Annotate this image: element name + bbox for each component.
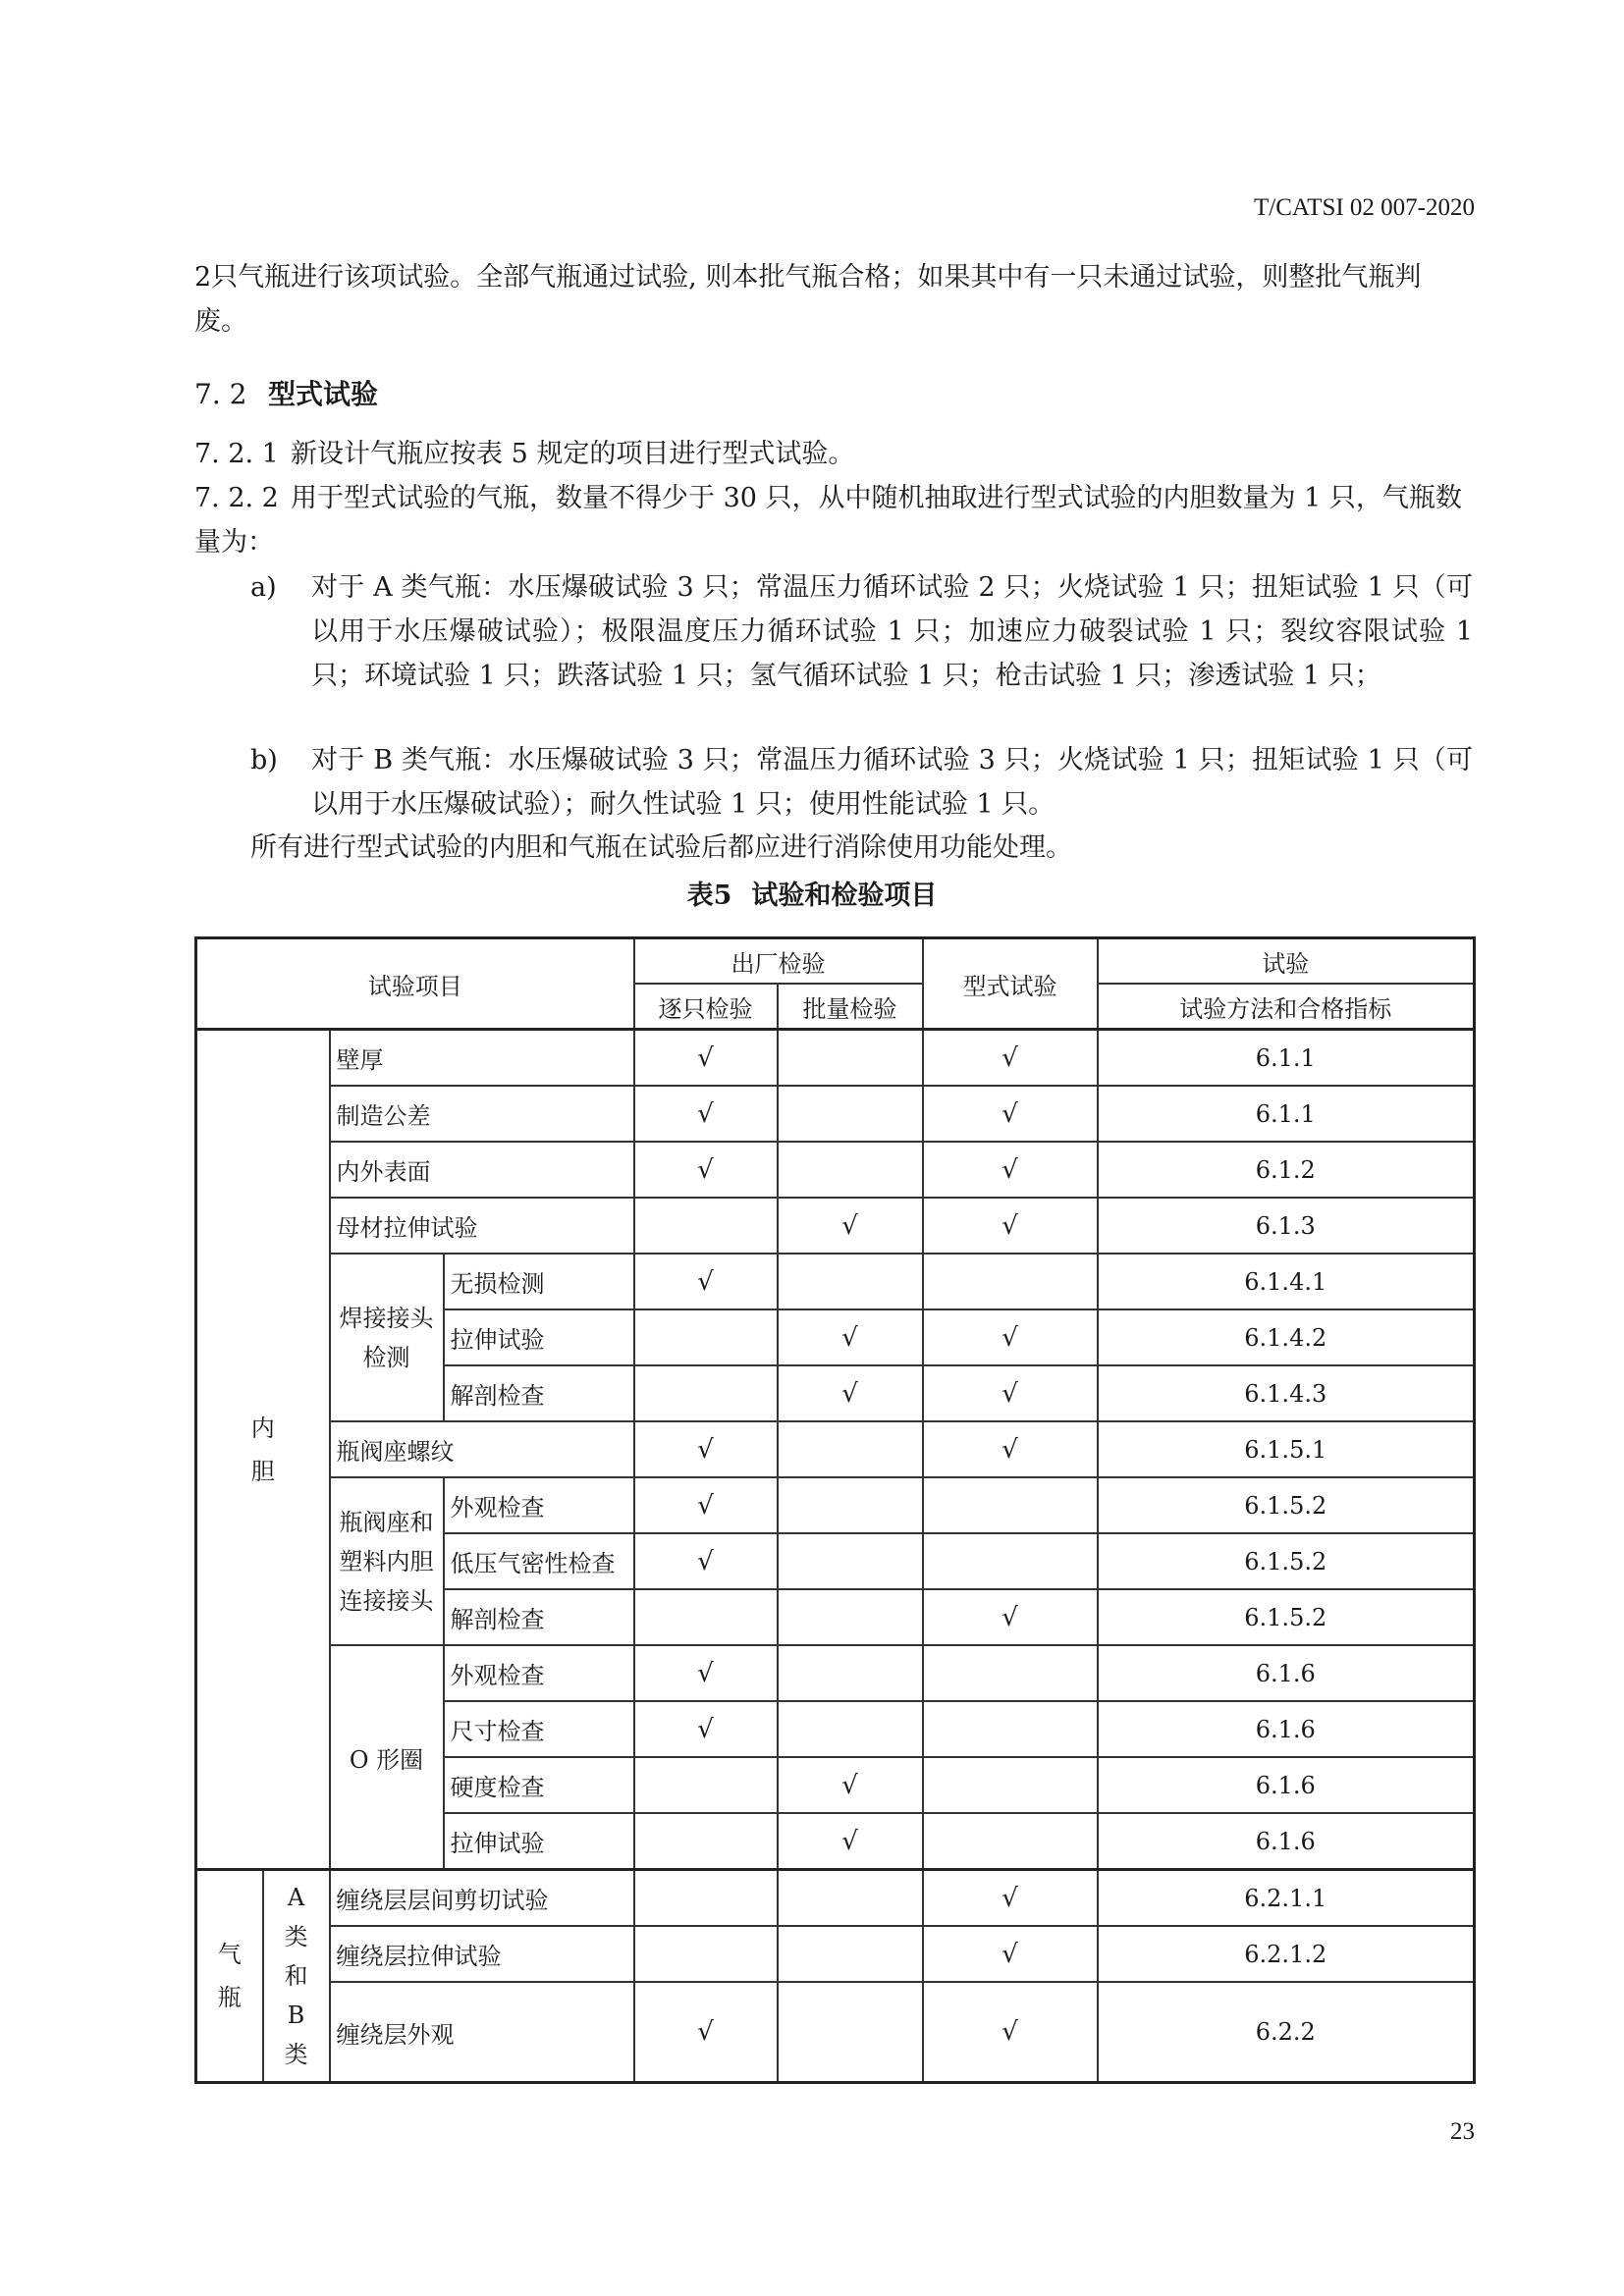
item-name: 解剖检查 xyxy=(444,1365,634,1421)
header-test: 试验 xyxy=(1098,938,1475,985)
table-row xyxy=(196,1870,1475,1927)
table-row xyxy=(196,1926,1475,1982)
method-ref: 6.1.6 xyxy=(1098,1701,1475,1757)
group-cylinder: 气 瓶 xyxy=(196,1870,263,2083)
group-o-ring: O 形圈 xyxy=(330,1645,444,1870)
method-ref: 6.2.2 xyxy=(1098,1982,1475,2083)
list-item-a xyxy=(250,565,1473,698)
type-check: √ xyxy=(923,1982,1098,2083)
batch-check xyxy=(778,1030,923,1087)
each-check: √ xyxy=(634,1533,778,1589)
method-ref: 6.1.6 xyxy=(1098,1645,1475,1701)
table-row xyxy=(196,1142,1475,1198)
type-check: √ xyxy=(923,1421,1098,1477)
each-check xyxy=(634,1198,778,1254)
type-check: √ xyxy=(923,1142,1098,1198)
batch-check xyxy=(778,1477,923,1533)
inspection-items-table xyxy=(194,936,1476,2084)
method-ref: 6.1.6 xyxy=(1098,1757,1475,1813)
method-ref: 6.1.4.1 xyxy=(1098,1254,1475,1309)
type-check xyxy=(923,1645,1098,1701)
section-heading xyxy=(194,373,378,412)
item-name: 缠绕层拉伸试验 xyxy=(330,1926,634,1982)
item-name: 尺寸检查 xyxy=(444,1701,634,1757)
item-name: 低压气密性检查 xyxy=(444,1533,634,1589)
each-check: √ xyxy=(634,1086,778,1142)
each-check: √ xyxy=(634,1645,778,1701)
table-row xyxy=(196,1030,1475,1087)
table-title: 试验和检验项目 xyxy=(751,881,938,911)
method-ref: 6.1.4.2 xyxy=(1098,1309,1475,1365)
type-check: √ xyxy=(923,1926,1098,1982)
method-ref: 6.2.1.1 xyxy=(1098,1870,1475,1927)
method-ref: 6.1.6 xyxy=(1098,1813,1475,1870)
document-code: T/CATSI 02 007-2020 xyxy=(1254,194,1475,221)
method-ref: 6.1.1 xyxy=(1098,1030,1475,1087)
batch-check xyxy=(778,1701,923,1757)
batch-check xyxy=(778,1533,923,1589)
list-item-b xyxy=(250,738,1473,827)
item-name: 缠绕层层间剪切试验 xyxy=(330,1870,634,1927)
type-check xyxy=(923,1757,1098,1813)
table-row xyxy=(196,1198,1475,1254)
list-text: 对于 A 类气瓶：水压爆破试验 3 只；常温压力循环试验 2 只；火烧试验 1 只；扭矩试验 1 只（可以用于水压爆破试验）；极限温度压力循环试验 1 只；加速应力破裂试验 1 只；裂纹容限试验 1 只；环境试验 1 只；跌落试验 1 只；氢气循环试验 1 只；枪击试验 1 只；渗透试验 1 只； xyxy=(311,572,1473,691)
type-check: √ xyxy=(923,1198,1098,1254)
batch-check xyxy=(778,1589,923,1645)
item-name: 母材拉伸试验 xyxy=(330,1198,634,1254)
each-check xyxy=(634,1589,778,1645)
item-name: 硬度检查 xyxy=(444,1757,634,1813)
section-number: 7. 2 xyxy=(194,378,247,410)
type-check xyxy=(923,1477,1098,1533)
clause-text: 用于型式试验的气瓶，数量不得少于 30 只，从中随机抽取进行型式试验的内胆数量为 1 只，气瓶数量为： xyxy=(194,483,1462,558)
each-check: √ xyxy=(634,1477,778,1533)
list-label: b) xyxy=(250,745,278,775)
closing-paragraph: 所有进行型式试验的内胆和气瓶在试验后都应进行消除使用功能处理。 xyxy=(250,832,1072,863)
type-check: √ xyxy=(923,1309,1098,1365)
header-each-inspection: 逐只检验 xyxy=(634,984,778,1030)
type-check: √ xyxy=(923,1870,1098,1927)
each-check: √ xyxy=(634,1421,778,1477)
item-name: 外观检查 xyxy=(444,1477,634,1533)
method-ref: 6.1.3 xyxy=(1098,1198,1475,1254)
batch-check xyxy=(778,1982,923,2083)
item-name: 拉伸试验 xyxy=(444,1813,634,1870)
type-check: √ xyxy=(923,1030,1098,1087)
intro-paragraph: 2只气瓶进行该项试验。全部气瓶通过试验, 则本批气瓶合格；如果其中有一只未通过试验，则整批气瓶判废。 xyxy=(194,262,1422,337)
type-check xyxy=(923,1701,1098,1757)
method-ref: 6.1.5.2 xyxy=(1098,1533,1475,1589)
each-check xyxy=(634,1365,778,1421)
type-check: √ xyxy=(923,1365,1098,1421)
header-batch-inspection: 批量检验 xyxy=(778,984,923,1030)
item-name: 内外表面 xyxy=(330,1142,634,1198)
each-check: √ xyxy=(634,1254,778,1309)
method-ref: 6.1.5.1 xyxy=(1098,1421,1475,1477)
type-check xyxy=(923,1533,1098,1589)
item-name: 制造公差 xyxy=(330,1086,634,1142)
batch-check: √ xyxy=(778,1757,923,1813)
table-row xyxy=(196,1086,1475,1142)
batch-check: √ xyxy=(778,1813,923,1870)
clause-number: 7. 2. 2 xyxy=(194,483,279,513)
each-check xyxy=(634,1870,778,1927)
list-label: a) xyxy=(250,572,277,603)
list-text: 对于 B 类气瓶：水压爆破试验 3 只；常温压力循环试验 3 只；火烧试验 1 只；扭矩试验 1 只（可以用于水压爆破试验）；耐久性试验 1 只；使用性能试验 1 只。 xyxy=(311,745,1473,820)
header-method-criteria: 试验方法和合格指标 xyxy=(1098,984,1475,1030)
method-ref: 6.2.1.2 xyxy=(1098,1926,1475,1982)
type-check: √ xyxy=(923,1589,1098,1645)
table-row xyxy=(196,1645,1475,1701)
method-ref: 6.1.5.2 xyxy=(1098,1477,1475,1533)
item-name: 拉伸试验 xyxy=(444,1309,634,1365)
item-name: 瓶阀座螺纹 xyxy=(330,1421,634,1477)
item-name: 解剖检查 xyxy=(444,1589,634,1645)
clause-7-2-1 xyxy=(194,432,1471,476)
method-ref: 6.1.4.3 xyxy=(1098,1365,1475,1421)
method-ref: 6.1.2 xyxy=(1098,1142,1475,1198)
batch-check xyxy=(778,1086,923,1142)
batch-check xyxy=(778,1142,923,1198)
each-check xyxy=(634,1309,778,1365)
header-test-item: 试验项目 xyxy=(196,938,634,1030)
header-factory-inspection: 出厂检验 xyxy=(634,938,923,985)
each-check xyxy=(634,1813,778,1870)
type-check xyxy=(923,1254,1098,1309)
clause-text: 新设计气瓶应按表 5 规定的项目进行型式试验。 xyxy=(291,439,855,469)
clause-number: 7. 2. 1 xyxy=(194,439,279,469)
table-number: 表5 xyxy=(686,881,732,911)
each-check xyxy=(634,1926,778,1982)
type-check xyxy=(923,1813,1098,1870)
each-check: √ xyxy=(634,1982,778,2083)
batch-check xyxy=(778,1926,923,1982)
item-name: 外观检查 xyxy=(444,1645,634,1701)
table-row xyxy=(196,1477,1475,1533)
each-check: √ xyxy=(634,1701,778,1757)
group-weld-joint: 焊接接头 检测 xyxy=(330,1254,444,1421)
batch-check xyxy=(778,1645,923,1701)
method-ref: 6.1.1 xyxy=(1098,1086,1475,1142)
clause-7-2-2 xyxy=(194,476,1471,564)
batch-check: √ xyxy=(778,1309,923,1365)
page-number: 23 xyxy=(1450,2118,1475,2145)
group-cylinder-class: A 类 和 B 类 xyxy=(263,1870,330,2083)
method-ref: 6.1.5.2 xyxy=(1098,1589,1475,1645)
type-check: √ xyxy=(923,1086,1098,1142)
each-check: √ xyxy=(634,1030,778,1087)
batch-check xyxy=(778,1870,923,1927)
table-row xyxy=(196,1421,1475,1477)
table-caption xyxy=(0,874,1624,912)
batch-check xyxy=(778,1254,923,1309)
header-type-test: 型式试验 xyxy=(923,938,1098,1030)
table-row xyxy=(196,1982,1475,2083)
table-row xyxy=(196,1254,1475,1309)
each-check xyxy=(634,1757,778,1813)
item-name: 无损检测 xyxy=(444,1254,634,1309)
each-check: √ xyxy=(634,1142,778,1198)
batch-check: √ xyxy=(778,1365,923,1421)
batch-check: √ xyxy=(778,1198,923,1254)
item-name: 壁厚 xyxy=(330,1030,634,1087)
section-title: 型式试验 xyxy=(268,378,379,410)
item-name: 缠绕层外观 xyxy=(330,1982,634,2083)
group-valve-seat-joint: 瓶阀座和 塑料内胆 连接接头 xyxy=(330,1477,444,1645)
group-liner: 内 胆 xyxy=(196,1030,330,1870)
batch-check xyxy=(778,1421,923,1477)
